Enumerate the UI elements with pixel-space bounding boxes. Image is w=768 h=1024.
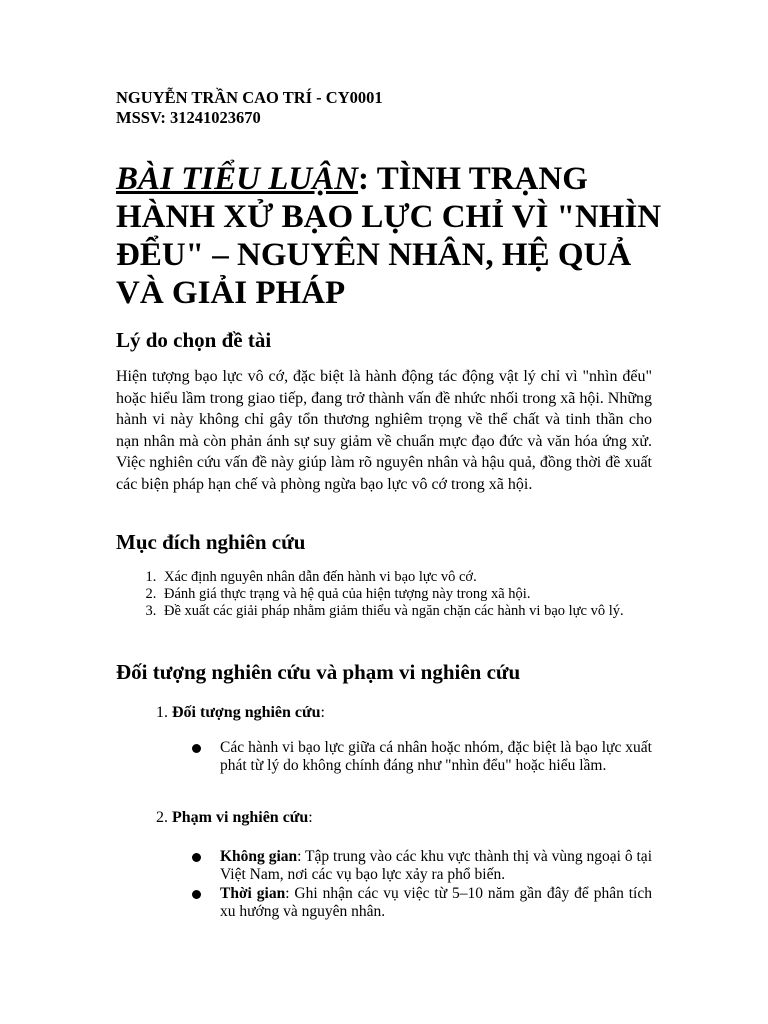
essay-title-colon: : bbox=[358, 161, 370, 197]
reason-paragraph: Hiện tượng bạo lực vô cớ, đặc biệt là hành động tác động vật lý chỉ vì "nhìn đểu" hoặc hiểu lầm trong giao tiếp, đang trở thành vấn đề nhức nhối trong xã hội. Những hành vi này không chỉ gây tổn thương nghiêm trọng về thể chất và tinh thần cho nạn nhân mà còn phản ánh sự suy giảm về chuẩn mực đạo đức và văn hóa ứng xử. Việc nghiên cứu vấn đề này giúp làm rõ nguyên nhân và hậu quả, đồng thời đề xuất các biện pháp hạn chế và phòng ngừa bạo lực vô cớ trong xã hội. bbox=[116, 368, 652, 493]
subject-number: 1. bbox=[156, 704, 172, 721]
essay-title-prefix: BÀI TIỂU LUẬN bbox=[116, 161, 359, 197]
space-text: : Tập trung vào các khu vực thành thị và vùng ngoại ô tại Việt Nam, nơi các vụ bạo lực xảy ra phổ biến. bbox=[220, 848, 652, 883]
essay-title-main: TÌNH TRẠNG HÀNH XỬ BẠO LỰC CHỈ VÌ "NHÌN ĐỂU" – NGUYÊN NHÂN, HỆ QUẢ VÀ GIẢI PHÁP bbox=[116, 161, 662, 311]
space-bullet-text bbox=[220, 848, 652, 884]
bullet-icon bbox=[192, 853, 201, 862]
subject-bullet-text: Các hành vi bạo lực giữa cá nhân hoặc nhóm, đặc biệt là bạo lực xuất phát từ lý do không chính đáng như "nhìn đểu" hoặc hiểu lầm. bbox=[220, 739, 652, 774]
scope-colon: : bbox=[308, 809, 313, 826]
subject-bullet bbox=[194, 739, 652, 775]
author-name: NGUYỄN TRẦN CAO TRÍ - CY0001 bbox=[116, 88, 383, 107]
purpose-list bbox=[116, 569, 690, 620]
bullet-icon bbox=[192, 744, 201, 753]
time-bullet bbox=[194, 885, 652, 921]
subject-subheading bbox=[156, 703, 325, 723]
subject-colon: : bbox=[320, 704, 325, 721]
space-bullet bbox=[194, 848, 652, 884]
author-block bbox=[116, 88, 383, 128]
essay-title bbox=[116, 160, 676, 312]
time-label: Thời gian bbox=[220, 885, 286, 902]
time-text: : Ghi nhận các vụ việc từ 5–10 năm gần đây để phân tích xu hướng và nguyên nhân. bbox=[220, 885, 652, 920]
time-bullet-text bbox=[220, 885, 652, 921]
scope-title: Phạm vi nghiên cứu bbox=[172, 809, 309, 826]
subject-title: Đối tượng nghiên cứu bbox=[172, 704, 321, 721]
reason-heading: Lý do chọn đề tài bbox=[116, 328, 272, 352]
list-item: 1. Xác định nguyên nhân dẫn đến hành vi bạo lực vô cớ. bbox=[160, 569, 690, 586]
scope-heading: Đối tượng nghiên cứu và phạm vi nghiên cứu bbox=[116, 660, 521, 684]
list-item: 3. Đề xuất các giải pháp nhằm giảm thiểu và ngăn chặn các hành vi bạo lực vô lý. bbox=[160, 603, 690, 620]
scope-subheading bbox=[156, 808, 313, 828]
bullet-icon bbox=[192, 890, 201, 899]
list-item: 2. Đánh giá thực trạng và hệ quả của hiện tượng này trong xã hội. bbox=[160, 586, 690, 603]
space-label: Không gian bbox=[220, 848, 298, 865]
purpose-heading: Mục đích nghiên cứu bbox=[116, 530, 306, 554]
scope-number: 2. bbox=[156, 809, 172, 826]
student-id: MSSV: 31241023670 bbox=[116, 108, 261, 127]
